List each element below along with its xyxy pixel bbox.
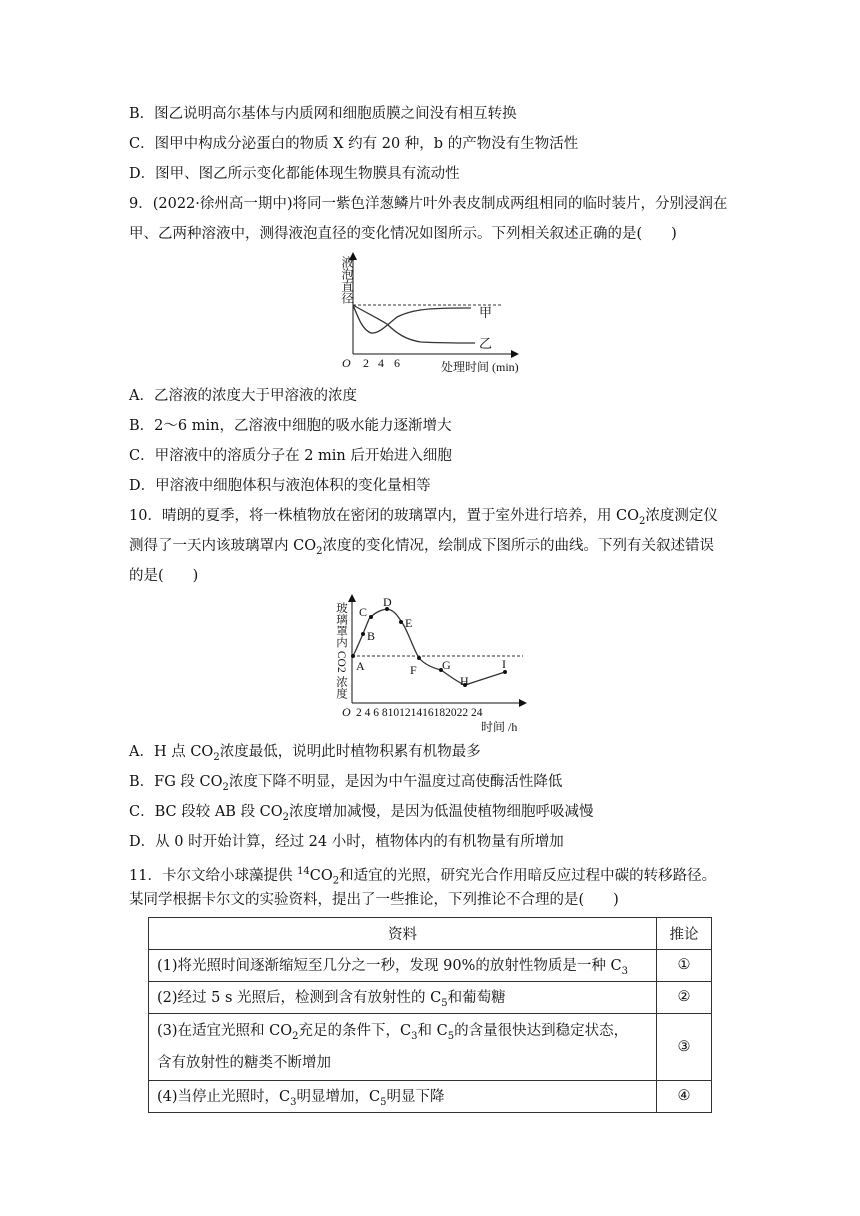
q8-option-b: B．图乙说明高尔基体与内质网和细胞质膜之间没有相互转换 bbox=[129, 106, 517, 122]
q9-ylabel: 液泡直径 bbox=[340, 256, 354, 304]
q10-point-g: G bbox=[442, 658, 451, 672]
table-cell-material: (1)将光照时间逐渐缩短至几分之一秒，发现 90%的放射性物质是一种 $C_3$ bbox=[149, 950, 657, 982]
table-row bbox=[149, 981, 712, 1013]
q9-label-jia: 甲 bbox=[479, 305, 493, 320]
q10-curve bbox=[353, 609, 505, 685]
q10-option-d: D．从 0 时开始计算，经过 24 小时，植物体内的有机物量有所增加 bbox=[129, 834, 564, 850]
q9-option-d: D．甲溶液中细胞体积与液泡体积的变化量相等 bbox=[129, 478, 431, 494]
q10-points bbox=[351, 607, 507, 687]
table-cell-inference: ④ bbox=[657, 1080, 712, 1112]
q9-tick-2: 2 bbox=[363, 356, 369, 370]
q11-table bbox=[148, 917, 712, 1113]
q9-origin: O bbox=[342, 356, 351, 370]
table-row bbox=[149, 1080, 712, 1112]
q8-option-d: D．图甲、图乙所示变化都能体现生物膜具有流动性 bbox=[129, 166, 460, 182]
q11-stem-line2: 某同学根据卡尔文的实验资料，提出了一些推论，下列推论不合理的是( ) bbox=[129, 892, 619, 908]
q9-option-a: A．乙溶液的浓度大于甲溶液的浓度 bbox=[129, 388, 357, 404]
q10-xlabel: 时间 /h bbox=[481, 720, 518, 734]
q10-point-c: C bbox=[359, 605, 368, 619]
q9-stem-line1: 9．(2022·徐州高一期中)将同一紫色洋葱鳞片叶外表皮制成两组相同的临时装片，分别浸润在 bbox=[129, 196, 728, 212]
q11-stem-line1: 11．卡尔文给小球藻提供 $^{14}CO_2$和适宜的光照，研究光合作用暗反应过程中碳的转移路径。 bbox=[129, 866, 717, 887]
q8-option-c: C．图甲中构成分泌蛋白的物质 X 约有 20 种，b 的产物没有生物活性 bbox=[129, 136, 579, 152]
q9-tick-6: 6 bbox=[394, 356, 400, 370]
q10-point-h: H bbox=[460, 674, 469, 688]
q9-stem-line2: 甲、乙两种溶液中，测得液泡直径的变化情况如图所示。下列相关叙述正确的是( ) bbox=[129, 226, 677, 242]
q10-stem-line2: 测得了一天内该玻璃罩内 $CO_2$浓度的变化情况，绘制成下图所示的曲线。下列有关叙述错误 bbox=[129, 538, 714, 557]
q10-origin: O bbox=[342, 705, 351, 719]
q10-ylabel: 玻璃罩内 CO 2 浓度 bbox=[335, 602, 347, 699]
table-header-inference: 推论 bbox=[657, 918, 712, 950]
q10-option-c: C．BC 段较 AB 段 $CO_2$浓度增加减慢，是因为低温使植物细胞呼吸减慢 bbox=[129, 804, 594, 823]
q9-xlabel: 处理时间 (min) bbox=[441, 360, 519, 374]
q10-option-b: B．FG 段 $CO_2$浓度下降不明显，是因为中午温度过高使酶活性降低 bbox=[129, 774, 563, 793]
table-row bbox=[149, 950, 712, 982]
q9-option-b: B．2～6 min，乙溶液中细胞的吸水能力逐渐增大 bbox=[129, 418, 452, 434]
q9-option-c: C．甲溶液中的溶质分子在 2 min 后开始进入细胞 bbox=[129, 448, 452, 464]
q9-tick-4: 4 bbox=[378, 356, 384, 370]
table-cell-material: (2)经过 5 s 光照后，检测到含有放射性的 $C_5$和葡萄糖 bbox=[149, 981, 657, 1013]
q10-point-b: B bbox=[367, 629, 376, 643]
q10-stem-line1: 10．晴朗的夏季，将一株植物放在密闭的玻璃罩内，置于室外进行培养，用 $CO_2$浓度测定仪 bbox=[129, 508, 718, 527]
q10-stem-line3: 的是( ) bbox=[129, 568, 199, 584]
table-cell-inference: ① bbox=[657, 950, 712, 982]
table-header-material: 资料 bbox=[149, 918, 657, 950]
table-cell-material: (4)当停止光照时，$C_3$明显增加，$C_5$明显下降 bbox=[149, 1080, 657, 1112]
table-cell-inference: ③ bbox=[657, 1013, 712, 1080]
q10-point-a: A bbox=[356, 659, 365, 673]
q10-point-i: I bbox=[502, 657, 506, 671]
q10-ticks: 2 4 6 810121416182022 24 bbox=[356, 707, 483, 719]
q9-curve-jia bbox=[353, 305, 471, 333]
q10-point-f: F bbox=[410, 663, 417, 677]
q10-point-e: E bbox=[405, 616, 413, 630]
table-header-row bbox=[149, 918, 712, 950]
q9-figure bbox=[325, 250, 535, 375]
q10-point-d: D bbox=[383, 595, 392, 609]
q10-figure bbox=[325, 592, 535, 737]
q10-option-a: A．H 点 $CO_2$浓度最低，说明此时植物积累有机物最多 bbox=[129, 744, 481, 763]
q9-label-yi: 乙 bbox=[479, 336, 493, 351]
table-row bbox=[149, 1013, 712, 1080]
table-cell-inference: ② bbox=[657, 981, 712, 1013]
table-cell-material: (3)在适宜光照和 $CO_2$充足的条件下，$C_3$和 $C_5$的含量很快达到稳定状态， 含有放射性的糖类不断增加 bbox=[149, 1013, 657, 1080]
